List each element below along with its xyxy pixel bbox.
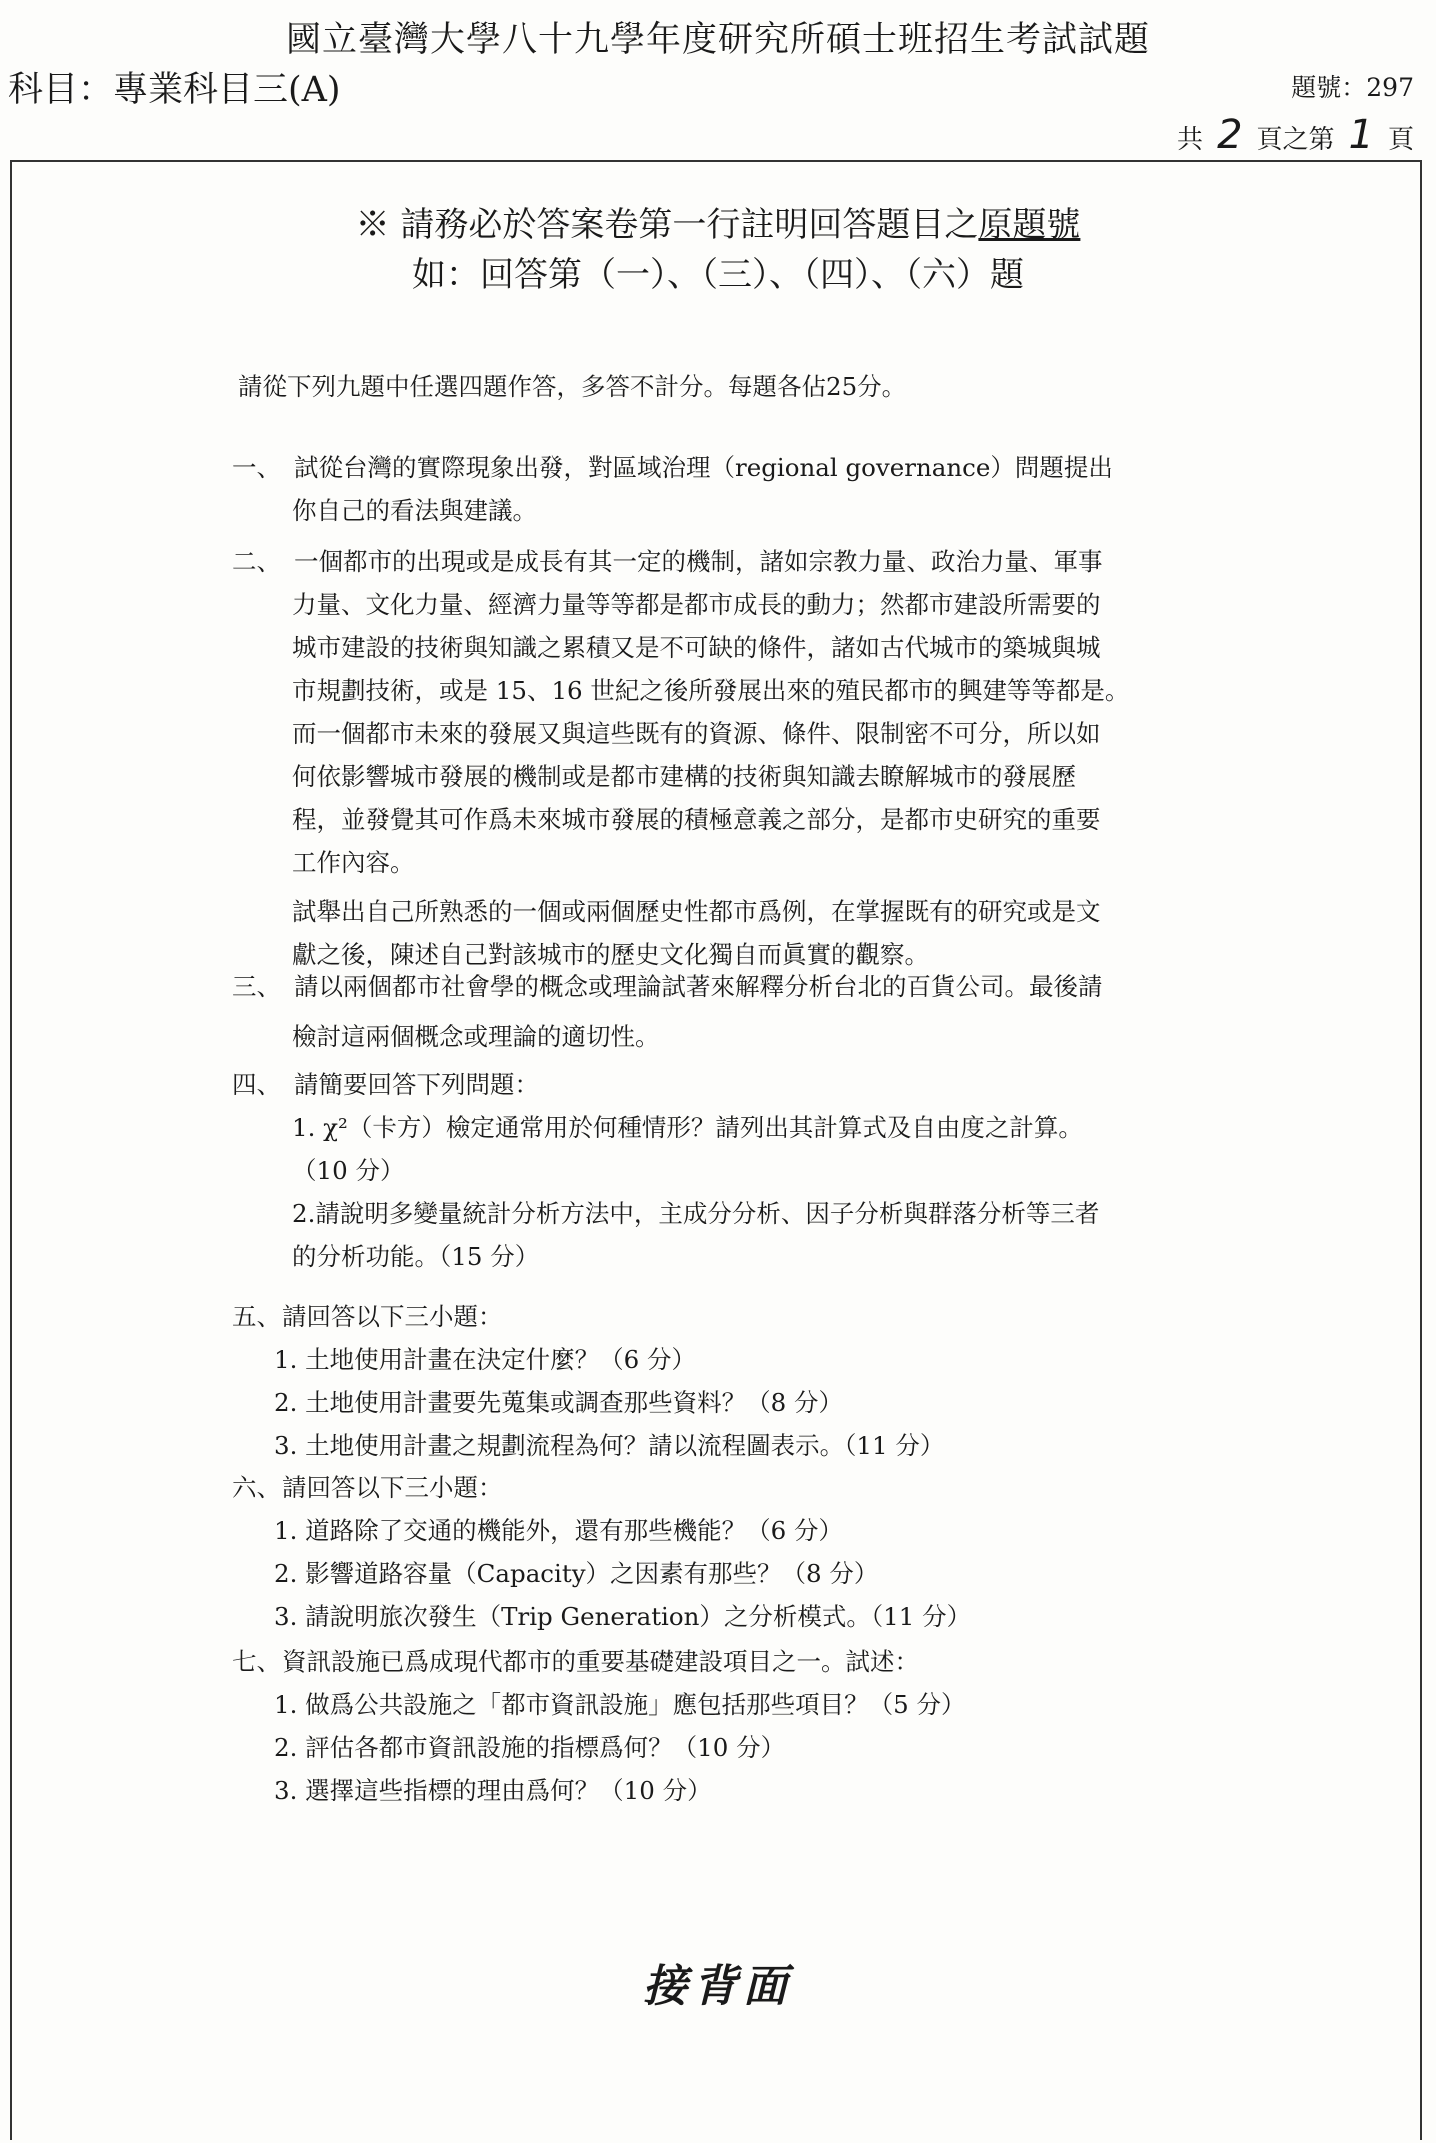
question-2-line-1: 一個都市的出現或是成長有其一定的機制，諸如宗教力量、政治力量、軍事 (294, 547, 1103, 576)
question-3-number: 三、 (232, 972, 281, 1001)
question-5-item-3: 3. 土地使用計畫之規劃流程為何？請以流程圖表示。（11 分） (274, 1431, 945, 1460)
question-4-item-1: 1. χ²（卡方）檢定通常用於何種情形？請列出其計算式及自由度之計算。 (292, 1113, 1083, 1142)
instructions: 請從下列九題中任選四題作答，多答不計分。每題各佔25分。 (238, 372, 907, 401)
question-4 (232, 1063, 1099, 1278)
question-6-number: 六、 (232, 1473, 281, 1502)
notice-block (0, 200, 1436, 300)
question-4-item-2: 2.請說明多變量統計分析方法中，主成分分析、因子分析與群落分析等三者 (292, 1199, 1100, 1228)
question-2-line-6: 何依影響城市發展的機制或是都市建構的技術與知識去瞭解城市的發展歷 (292, 762, 1076, 791)
question-5 (232, 1295, 944, 1467)
question-2 (232, 540, 1129, 976)
question-7-number: 七、 (232, 1647, 281, 1676)
question-3 (232, 962, 1103, 1062)
question-2-line-2: 力量、文化力量、經濟力量等等都是都市成長的動力；然都市建設所需要的 (292, 590, 1101, 619)
question-6-item-2: 2. 影響道路容量（Capacity）之因素有那些？（8 分） (274, 1559, 879, 1588)
question-6-item-1: 1. 道路除了交通的機能外，還有那些機能？（6 分） (274, 1516, 844, 1545)
question-5-head: 請回答以下三小題： (282, 1302, 503, 1331)
question-2-line-3: 城市建設的技術與知識之累積又是不可缺的條件，諸如古代城市的築城與城 (292, 633, 1101, 662)
question-1-line-2: 你自己的看法與建議。 (292, 496, 537, 525)
page-indicator (1177, 112, 1414, 158)
question-7 (232, 1640, 966, 1812)
question-7-item-1: 1. 做爲公共設施之「都市資訊設施」應包括那些項目？（5 分） (274, 1690, 966, 1719)
subject-label: 科目：專業科目三(A) (8, 70, 341, 110)
pages-current: 1 (1348, 112, 1374, 158)
question-2-line-7: 程，並發覺其可作爲未來城市發展的積極意義之部分，是都市史研究的重要 (292, 805, 1101, 834)
question-4-item-2-cont: 的分析功能。（15 分） (292, 1242, 540, 1271)
question-number: 題號：297 (1291, 73, 1414, 102)
question-4-item-1-score: （10 分） (292, 1156, 405, 1185)
question-2-line-4: 市規劃技術，或是 15、16 世紀之後所發展出來的殖民都市的興建等等都是。 (292, 676, 1130, 705)
question-5-item-2: 2. 土地使用計畫要先蒐集或調查那些資料？（8 分） (274, 1388, 844, 1417)
pages-total: 2 (1217, 112, 1243, 158)
question-2-line-5: 而一個都市未來的發展又與這些既有的資源、條件、限制密不可分，所以如 (292, 719, 1101, 748)
question-1-line-1: 試從台灣的實際現象出發，對區域治理（regional governance）問題提出 (294, 453, 1113, 482)
question-6-item-3: 3. 請說明旅次發生（Trip Generation）之分析模式。（11 分） (274, 1602, 972, 1631)
question-4-number: 四、 (232, 1070, 281, 1099)
question-3-line-2: 檢討這兩個概念或理論的適切性。 (292, 1022, 660, 1051)
question-7-head: 資訊設施已爲成現代都市的重要基礎建設項目之一。試述： (282, 1647, 919, 1676)
notice-line-1 (0, 200, 1436, 250)
question-4-head: 請簡要回答下列問題： (294, 1070, 539, 1099)
question-6 (232, 1466, 971, 1638)
question-5-item-1: 1. 土地使用計畫在決定什麼？（6 分） (274, 1345, 697, 1374)
continue-on-back-note: 接背面 (643, 1961, 793, 2012)
question-2-number: 二、 (232, 547, 281, 576)
question-7-item-2: 2. 評估各都市資訊設施的指標爲何？（10 分） (274, 1733, 786, 1762)
question-2-line-8: 工作內容。 (292, 848, 415, 877)
question-1 (232, 446, 1113, 532)
exam-title: 國立臺灣大學八十九學年度研究所碩士班招生考試試題 (285, 20, 1150, 60)
pages-mid: 頁之第 (1256, 125, 1335, 155)
notice-line-2: 如：回答第（一）、（三）、（四）、（六）題 (412, 255, 1024, 295)
notice-text: ※ 請務必於答案卷第一行註明回答題目之 (355, 205, 979, 245)
question-1-number: 一、 (232, 453, 281, 482)
question-7-item-3: 3. 選擇這些指標的理由爲何？（10 分） (274, 1776, 712, 1805)
pages-suffix: 頁 (1387, 125, 1414, 155)
question-6-head: 請回答以下三小題： (282, 1473, 503, 1502)
notice-underlined: 原題號 (978, 205, 1081, 245)
pages-prefix: 共 (1177, 125, 1204, 155)
question-2-line-9: 試舉出自己所熟悉的一個或兩個歷史性都市爲例，在掌握既有的研究或是文 (292, 897, 1101, 926)
question-5-number: 五、 (232, 1302, 281, 1331)
question-3-line-1: 請以兩個都市社會學的概念或理論試著來解釋分析台北的百貨公司。最後請 (294, 972, 1103, 1001)
question-2-line-10: 獻之後，陳述自己對該城市的歷史文化獨自而眞實的觀察。 (292, 940, 929, 969)
